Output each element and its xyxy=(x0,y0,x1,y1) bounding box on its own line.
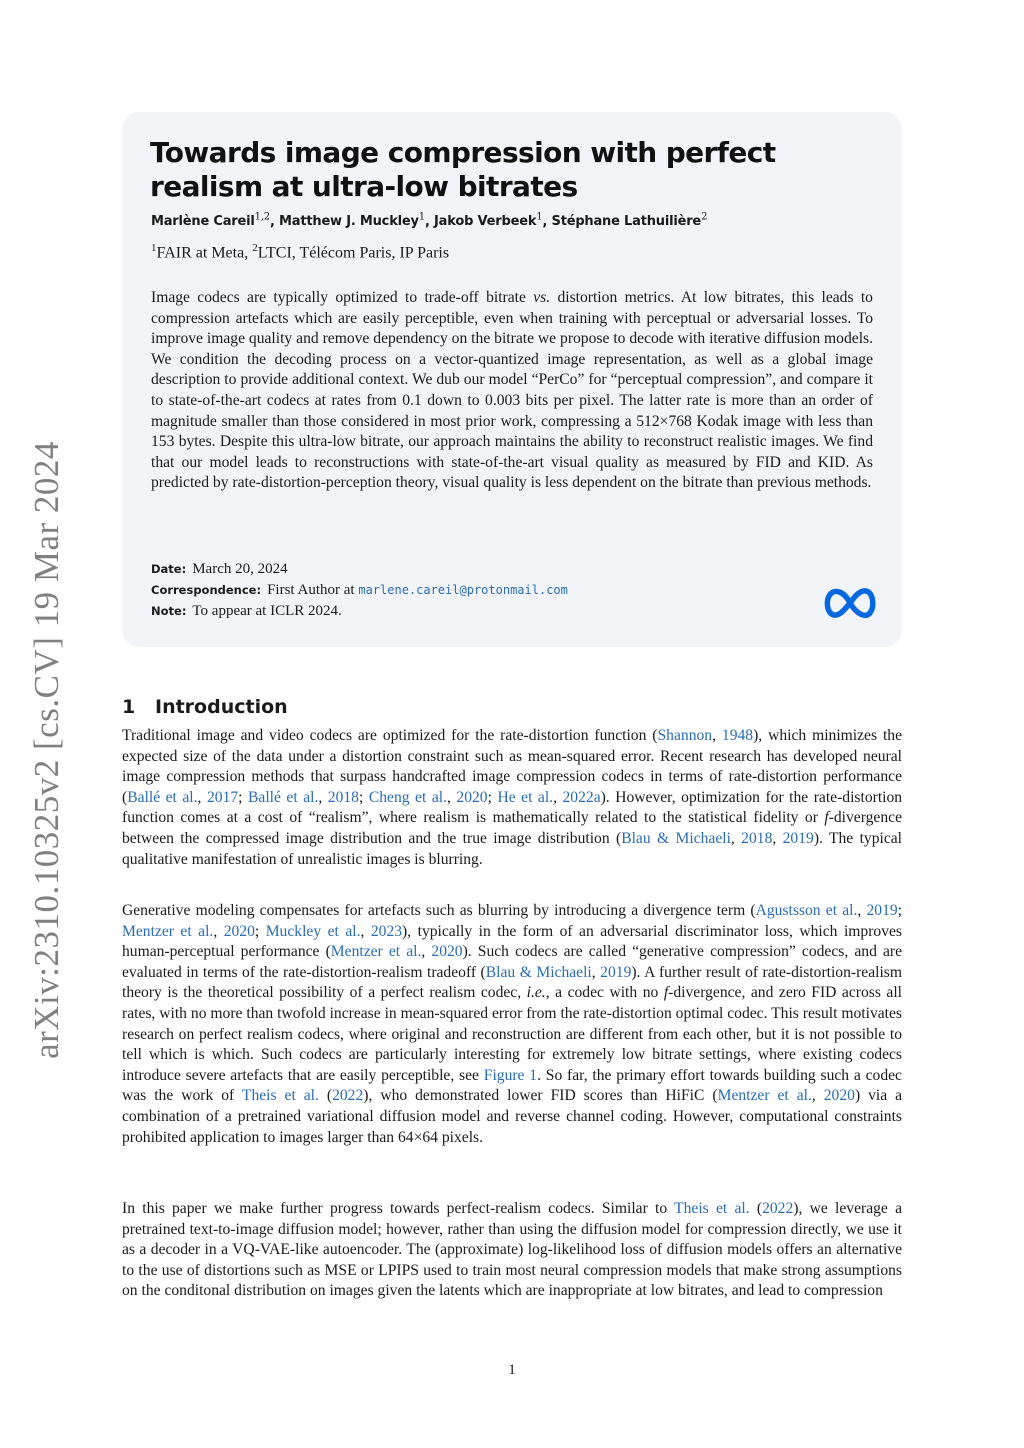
text-run: . So far, the primary effort towards building such a codec was the work of xyxy=(122,1066,902,1105)
citation-link[interactable]: 2019 xyxy=(782,829,814,847)
citation-link[interactable]: Mentzer et al. xyxy=(122,922,214,940)
text-run: Generative modeling compensates for artefacts such as blurring by introducing a divergence term ( xyxy=(122,902,756,919)
text-run: ; xyxy=(897,902,902,919)
citation-link[interactable]: 2018 xyxy=(741,829,773,847)
author: Jakob Verbeek$^1$ xyxy=(434,212,543,230)
citation-link[interactable]: Cheng et al. xyxy=(368,788,447,806)
text-run: In this paper we make further progress towards perfect-realism codecs. Similar to xyxy=(122,1200,675,1217)
paper-title: Towards image compression with perfect realism at ultra-low bitrates xyxy=(150,136,776,203)
body-paragraph xyxy=(122,1199,902,1302)
author: Stéphane Lathuilière$^2$ xyxy=(551,212,708,230)
citation-link[interactable]: 2022 xyxy=(332,1087,364,1105)
text-run: ). A further result of rate-distortion-realism theory is the theoretical possibility of a perfect realism codec, xyxy=(122,963,902,1002)
citation-link[interactable]: Theis et al. xyxy=(241,1087,319,1105)
meta-correspondence: Correspondence: First Author at marlene.careil@protonmail.com xyxy=(151,582,568,598)
citation-link[interactable]: Blau & Michaeli xyxy=(621,829,731,847)
citation-link[interactable]: Shannon xyxy=(657,727,713,744)
text-run: , xyxy=(213,922,224,940)
text-run: , xyxy=(712,727,722,744)
citation-link[interactable]: Figure 1 xyxy=(483,1066,538,1084)
author: Marlène Careil$^{1,2}$ xyxy=(151,212,270,230)
text-run: f xyxy=(824,809,829,827)
text-run: ) via a combination of a pretrained variational diffusion model and reverse channel coding. However, computational constraints prohibited application to images larger than 64×64 pixels. xyxy=(122,1087,903,1146)
citation-link[interactable]: 2019 xyxy=(866,902,898,919)
arxiv-stamp-text: arXiv:2310.10325v2 [cs.CV] 19 Mar 2024 xyxy=(27,441,66,1059)
text-run: , xyxy=(318,788,328,806)
meta-note: Note: To appear at ICLR 2024. xyxy=(151,603,342,619)
citation-link[interactable]: 2019 xyxy=(600,963,632,981)
text-run: ; xyxy=(358,788,369,806)
text-run: ). Such codecs are called “generative compression” codecs, and are evaluated in terms of the rate-distortion-realism tradeoff ( xyxy=(122,943,903,981)
text-run: , xyxy=(553,788,563,806)
author-list: Marlène Careil$^{1,2}$, Matthew J. Muckley$^1$, Jakob Verbeek$^1$, Stéphane Lathuilière$^2$ xyxy=(151,212,708,230)
text-run: ). However, optimization for the rate-distortion function comes at a cost of “realism”, where realism is mathematically related to the statistical fidelity or xyxy=(122,788,903,827)
text-run: , xyxy=(446,788,457,806)
citation-link[interactable]: Ballé et al. xyxy=(127,788,198,806)
meta-date: Date: March 20, 2024 xyxy=(151,561,288,577)
body-paragraph xyxy=(122,726,902,870)
text-run: -divergence between the compressed image distribution and the true image distribution ( xyxy=(122,809,902,847)
text-run: ( xyxy=(318,1087,333,1105)
affiliations: $^1$FAIR at Meta, $^2$LTCI, Télécom Paris, IP Paris xyxy=(151,242,450,262)
text-run: ( xyxy=(749,1200,763,1217)
citation-link[interactable]: Muckley et al. xyxy=(265,922,361,940)
citation-link[interactable]: He et al. xyxy=(497,788,554,806)
citation-link[interactable]: 2022a xyxy=(562,788,601,806)
citation-link[interactable]: 2022 xyxy=(762,1200,794,1217)
citation-link[interactable]: 2017 xyxy=(206,788,239,806)
meta-infinity-logo-icon xyxy=(822,584,878,622)
text-run: , xyxy=(857,902,867,919)
text-run: -divergence, and zero FID across all rates, with no more than twofold increase in mean-squared error from the rate-distortion optimal codec. This result motivates research on perfect realism codecs, where original and reconstruction are different from each other, but it is not possible to tell which is which. Such codecs are particularly interesting for extremely low bitrate settings, where existing codecs introduce severe artefacts that are easily perceptible, see xyxy=(122,984,902,1084)
text-run: ), we leverage a pretrained text-to-image diffusion model; however, rather than using the diffusion model for compression directly, we use it as a decoder in a VQ-VAE-like autoencoder. The (approximate) log-likelihood loss of diffusion models offers an alternative to the use of distortions such as MSE or LPIPS used to train most neural compression models that make strong assumptions on the conditonal distribution on images given the latents which are inappropriate at low bitrates, and lead to compression xyxy=(122,1200,902,1300)
abstract-text: Image codecs are typically optimized to trade-off bitrate vs. distortion metrics. At low bitrates, this leads to compression artefacts which are easily perceptible, even when training with perceptual or adversarial losses. To improve image quality and remove dependency on the bitrate we propose to decode with iterative diffusion models. We condition the decoding process on a vector-quantized image representation, as well as a global image description to provide additional context. We dub our model “PerCo” for “perceptual compression”, and compare it to state-of-the-art codecs at rates from 0.1 down to 0.003 bits per pixel. The latter rate is more than an order of magnitude smaller than those considered in most prior work, compressing a 512×768 Kodak image with less than 153 bytes. Despite this ultra-low bitrate, our approach maintains the ability to reconstruct realistic images. We find that our model leads to reconstructions with state-of-the-art visual quality as measured by FID and KID. As predicted by rate-distortion-perception theory, visual quality is less dependent on the bitrate than previous methods. xyxy=(151,289,873,492)
page-number: 1 xyxy=(508,1362,516,1378)
text-run: ). The typical qualitative manifestation of unrealistic images is blurring. xyxy=(122,829,903,868)
text-run: , a codec with no xyxy=(545,984,664,1002)
citation-link[interactable]: Blau & Michaeli xyxy=(485,963,592,981)
text-run: , xyxy=(730,829,742,847)
arxiv-stamp xyxy=(22,440,72,1060)
text-run: , xyxy=(360,922,371,940)
text-run: Traditional image and video codecs are optimized for the rate-distortion function ( xyxy=(122,727,658,744)
email-link[interactable]: marlene.careil@protonmail.com xyxy=(358,583,568,597)
citation-link[interactable]: Mentzer et al. xyxy=(717,1087,812,1105)
text-run: , xyxy=(811,1087,824,1105)
section-heading: 1 Introduction xyxy=(122,695,288,718)
text-run: , xyxy=(421,943,432,961)
citation-link[interactable]: 2020 xyxy=(431,943,463,961)
citation-link[interactable]: Agustsson et al. xyxy=(755,902,858,919)
text-run: ), typically in the form of an adversarial discriminator loss, which improves human-perceptual performance ( xyxy=(122,922,902,961)
citation-link[interactable]: 1948 xyxy=(721,727,754,744)
body-paragraph xyxy=(122,901,902,1148)
citation-link[interactable]: Mentzer et al. xyxy=(330,943,422,961)
text-run: ), who demonstrated lower FID scores than HiFiC ( xyxy=(363,1087,718,1105)
text-run: f xyxy=(663,984,669,1002)
text-run: i.e. xyxy=(526,984,546,1002)
citation-link[interactable]: 2020 xyxy=(223,922,255,940)
text-run: ; xyxy=(238,788,249,806)
citation-link[interactable]: 2023 xyxy=(370,922,403,940)
text-run: , xyxy=(197,788,207,806)
citation-link[interactable]: 2020 xyxy=(823,1087,855,1105)
text-run: ; xyxy=(487,788,498,806)
citation-link[interactable]: 2020 xyxy=(456,788,488,806)
text-run: , xyxy=(591,963,601,981)
citation-link[interactable]: Ballé et al. xyxy=(248,788,319,806)
text-run: ; xyxy=(254,922,266,940)
text-run: , xyxy=(772,829,783,847)
citation-link[interactable]: Theis et al. xyxy=(674,1200,750,1217)
text-run: ), which minimizes the expected size of the data under a distortion constraint such as mean-squared error. Recent research has developed neural image compression methods that surpass handcrafted image compression codecs in terms of rate-distortion performance ( xyxy=(122,727,903,806)
citation-link[interactable]: 2018 xyxy=(327,788,359,806)
author: Matthew J. Muckley$^1$ xyxy=(279,212,425,230)
